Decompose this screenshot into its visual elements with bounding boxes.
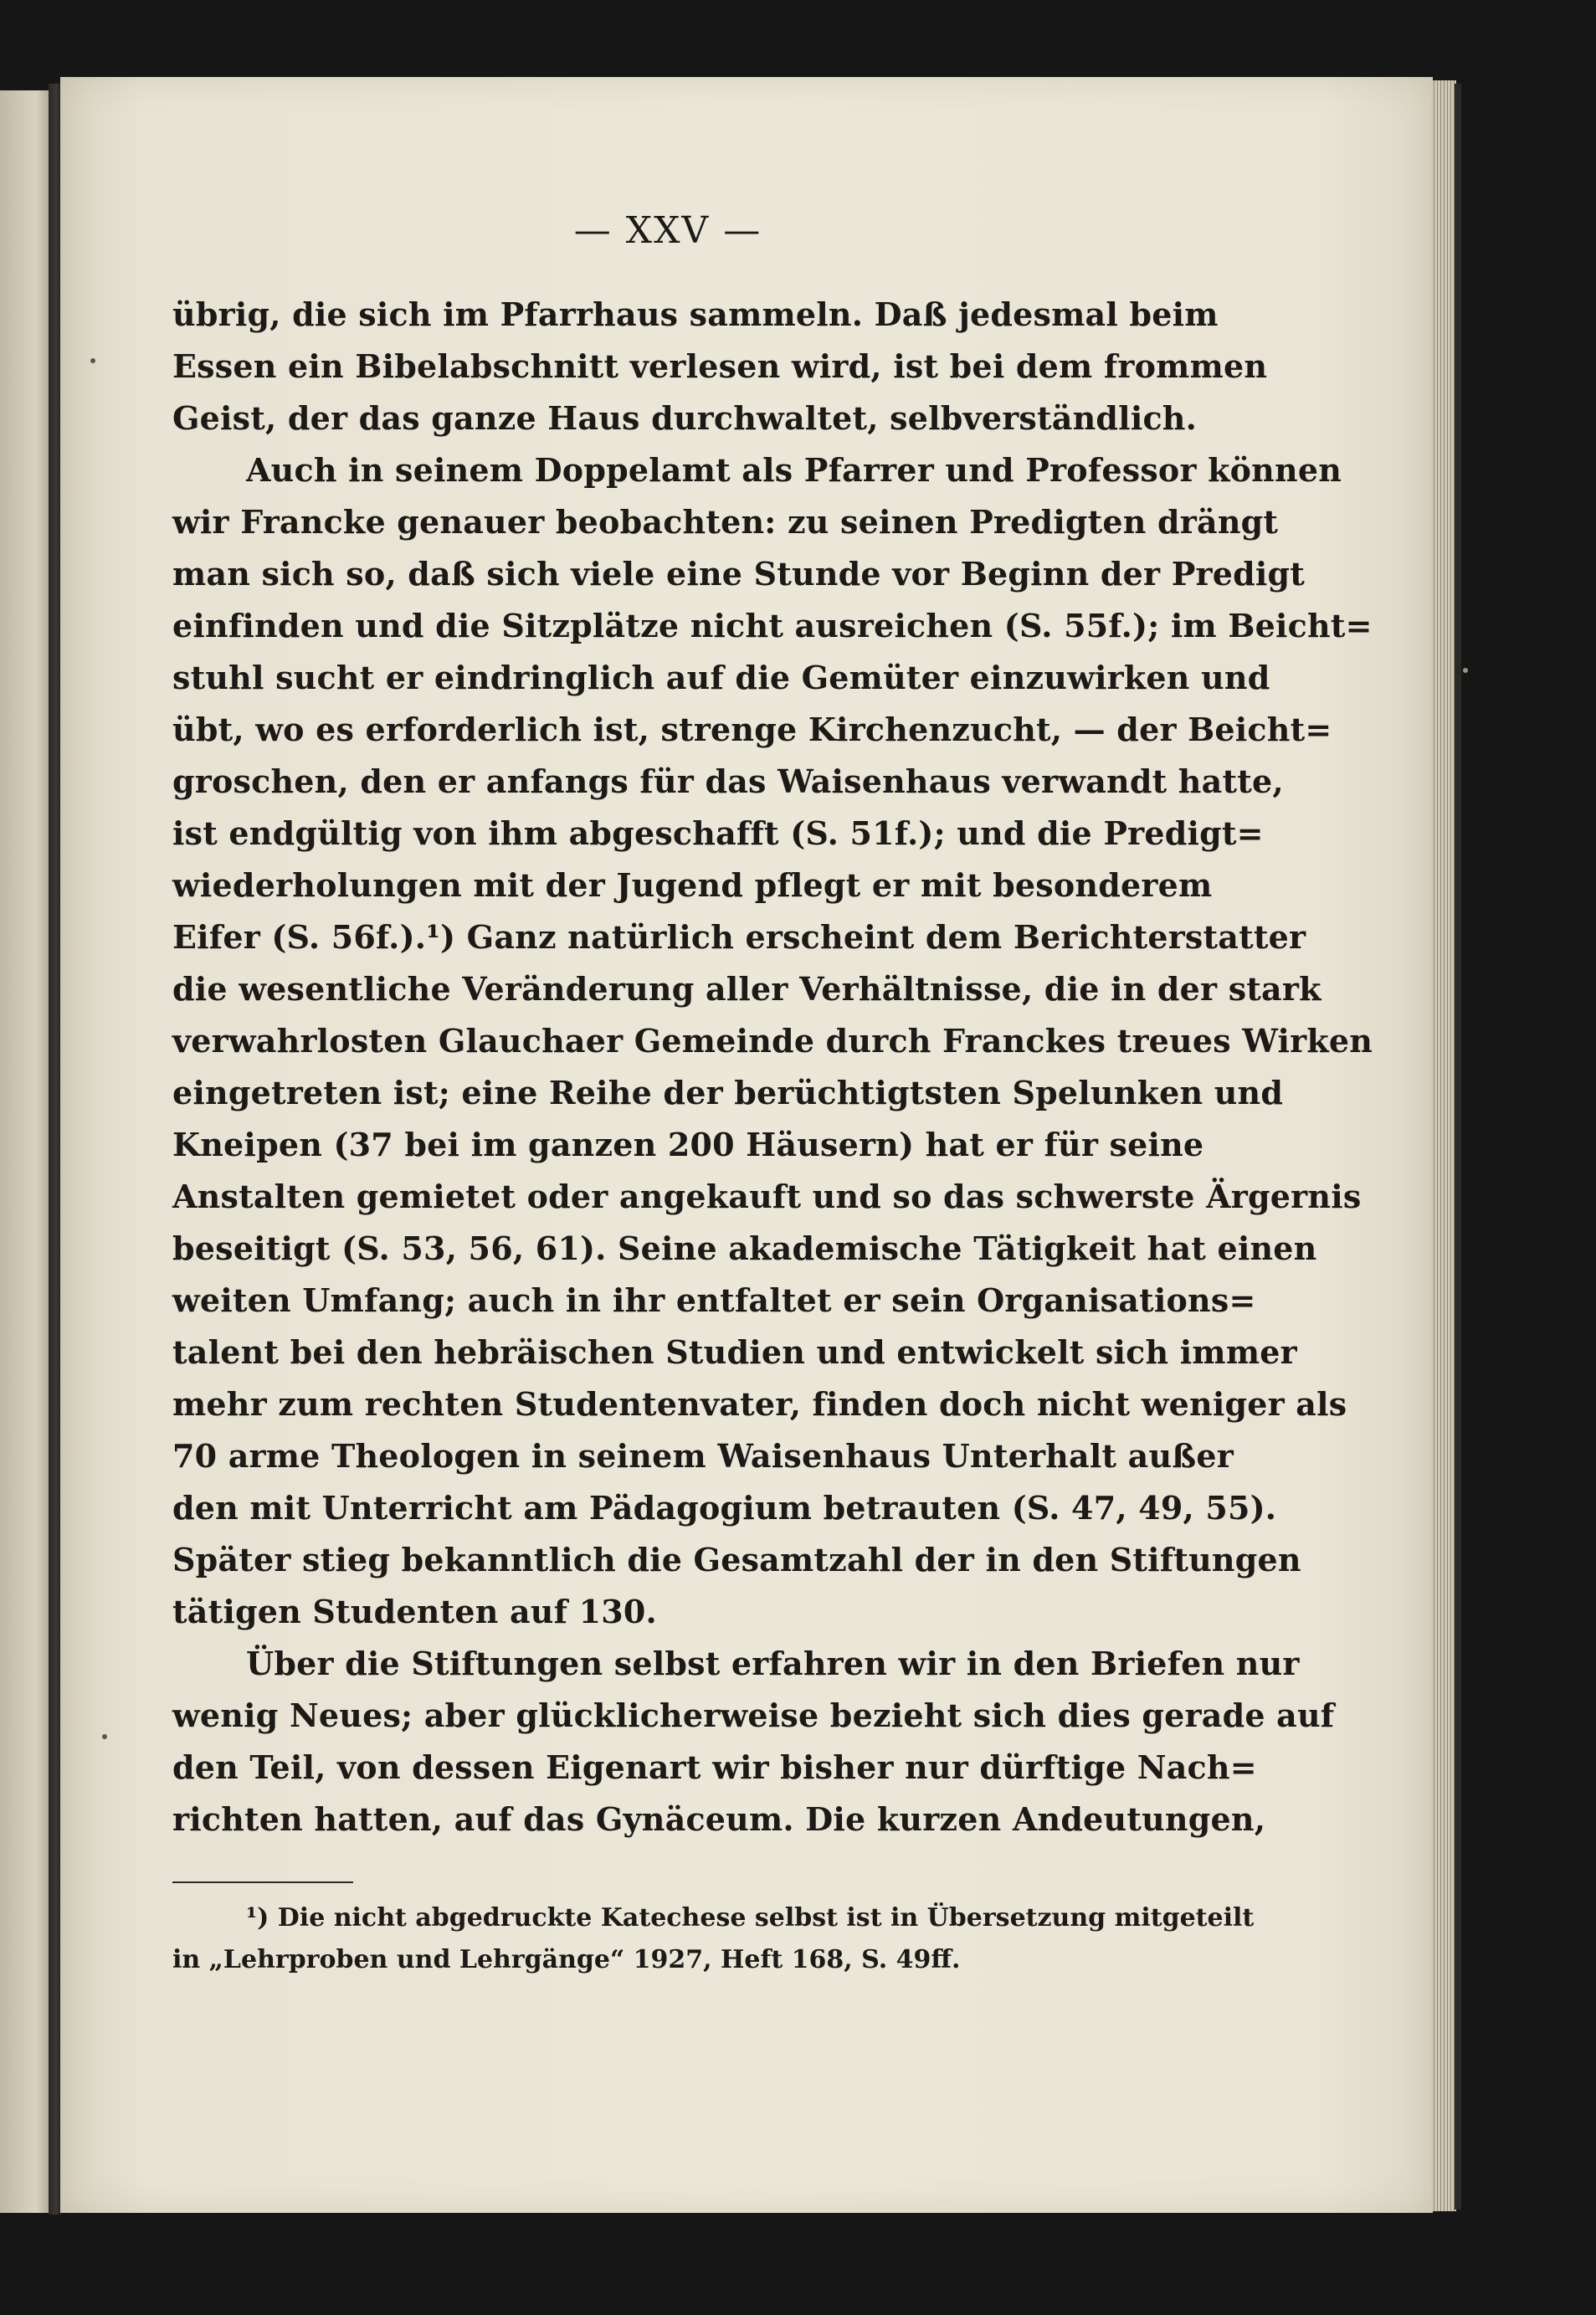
text-line: übt, wo es erforderlich ist, strenge Kirchenzucht, — der Beicht= [172, 711, 1332, 748]
text-line: verwahrlosten Glauchaer Gemeinde durch Franckes treues Wirken [172, 1022, 1373, 1060]
text-line: mehr zum rechten Studentenvater, finden doch nicht weniger als [172, 1385, 1347, 1423]
footnote-line: ¹) Die nicht abgedruckte Katechese selbst ist in Übersetzung mitgeteilt [246, 1903, 1255, 1933]
page-edge-shadow [1455, 84, 1461, 2210]
text-line: man sich so, daß sich viele eine Stunde vor Beginn der Predigt [172, 555, 1305, 593]
text-line: eingetreten ist; eine Reihe der berüchtigtsten Spelunken und [172, 1074, 1284, 1111]
text-line: wiederholungen mit der Jugend pflegt er mit besonderem [172, 866, 1213, 904]
text-line: Geist, der das ganze Haus durchwaltet, selbverständlich. [172, 399, 1198, 437]
text-line: talent bei den hebräischen Studien und entwickelt sich immer [172, 1333, 1297, 1371]
footnote-line: in „Lehrproben und Lehrgänge“ 1927, Heft 168, S. 49ff. [172, 1945, 961, 1974]
text-line: den Teil, von dessen Eigenart wir bisher nur dürftige Nach= [172, 1748, 1257, 1786]
left-page-edge [0, 90, 52, 2213]
text-line: wir Francke genauer beobachten: zu seinen Predigten drängt [172, 503, 1279, 541]
text-line: Auch in seinem Doppelamt als Pfarrer und Professor können [246, 451, 1342, 489]
text-line: wenig Neues; aber glücklicherweise bezieht sich dies gerade auf [172, 1696, 1335, 1734]
text-line: Anstalten gemietet oder angekauft und so das schwerste Ärgernis [172, 1178, 1362, 1215]
scan-speck [102, 1734, 107, 1739]
text-line: Kneipen (37 bei im ganzen 200 Häusern) hat er für seine [172, 1126, 1204, 1163]
text-line: tätigen Studenten auf 130. [172, 1593, 657, 1630]
page-stack-edges [1431, 80, 1456, 2211]
footnote-rule [172, 1881, 353, 1883]
text-line: groschen, den er anfangs für das Waisenhaus verwandt hatte, [172, 762, 1284, 800]
text-line: ist endgültig von ihm abgeschafft (S. 51f.); und die Predigt= [172, 814, 1264, 852]
text-line: beseitigt (S. 53, 56, 61). Seine akademische Tätigkeit hat einen [172, 1229, 1317, 1267]
text-line: übrig, die sich im Pfarrhaus sammeln. Daß jedesmal beim [172, 295, 1219, 333]
text-line: stuhl sucht er eindringlich auf die Gemüter einzuwirken und [172, 659, 1270, 696]
page-number: — XXV — [573, 209, 762, 252]
text-line: weiten Umfang; auch in ihr entfaltet er sein Organisations= [172, 1281, 1256, 1319]
text-line: richten hatten, auf das Gynäceum. Die kurzen Andeutungen, [172, 1800, 1266, 1838]
scan-speck [90, 358, 95, 363]
text-line: den mit Unterricht am Pädagogium betrauten (S. 47, 49, 55). [172, 1489, 1277, 1527]
text-line: die wesentliche Veränderung aller Verhältnisse, die in der stark [172, 970, 1321, 1008]
text-line: 70 arme Theologen in seinem Waisenhaus Unterhalt außer [172, 1437, 1234, 1475]
text-line: Eifer (S. 56f.).¹) Ganz natürlich erscheint dem Berichterstatter [172, 918, 1306, 956]
scan-speck [1463, 668, 1468, 673]
text-line: Über die Stiftungen selbst erfahren wir in den Briefen nur [246, 1645, 1300, 1682]
text-line: einfinden und die Sitzplätze nicht ausreichen (S. 55f.); im Beicht= [172, 607, 1373, 644]
text-line: Essen ein Bibelabschnitt verlesen wird, ist bei dem frommen [172, 347, 1268, 385]
text-line: Später stieg bekanntlich die Gesamtzahl der in den Stiftungen [172, 1541, 1301, 1578]
